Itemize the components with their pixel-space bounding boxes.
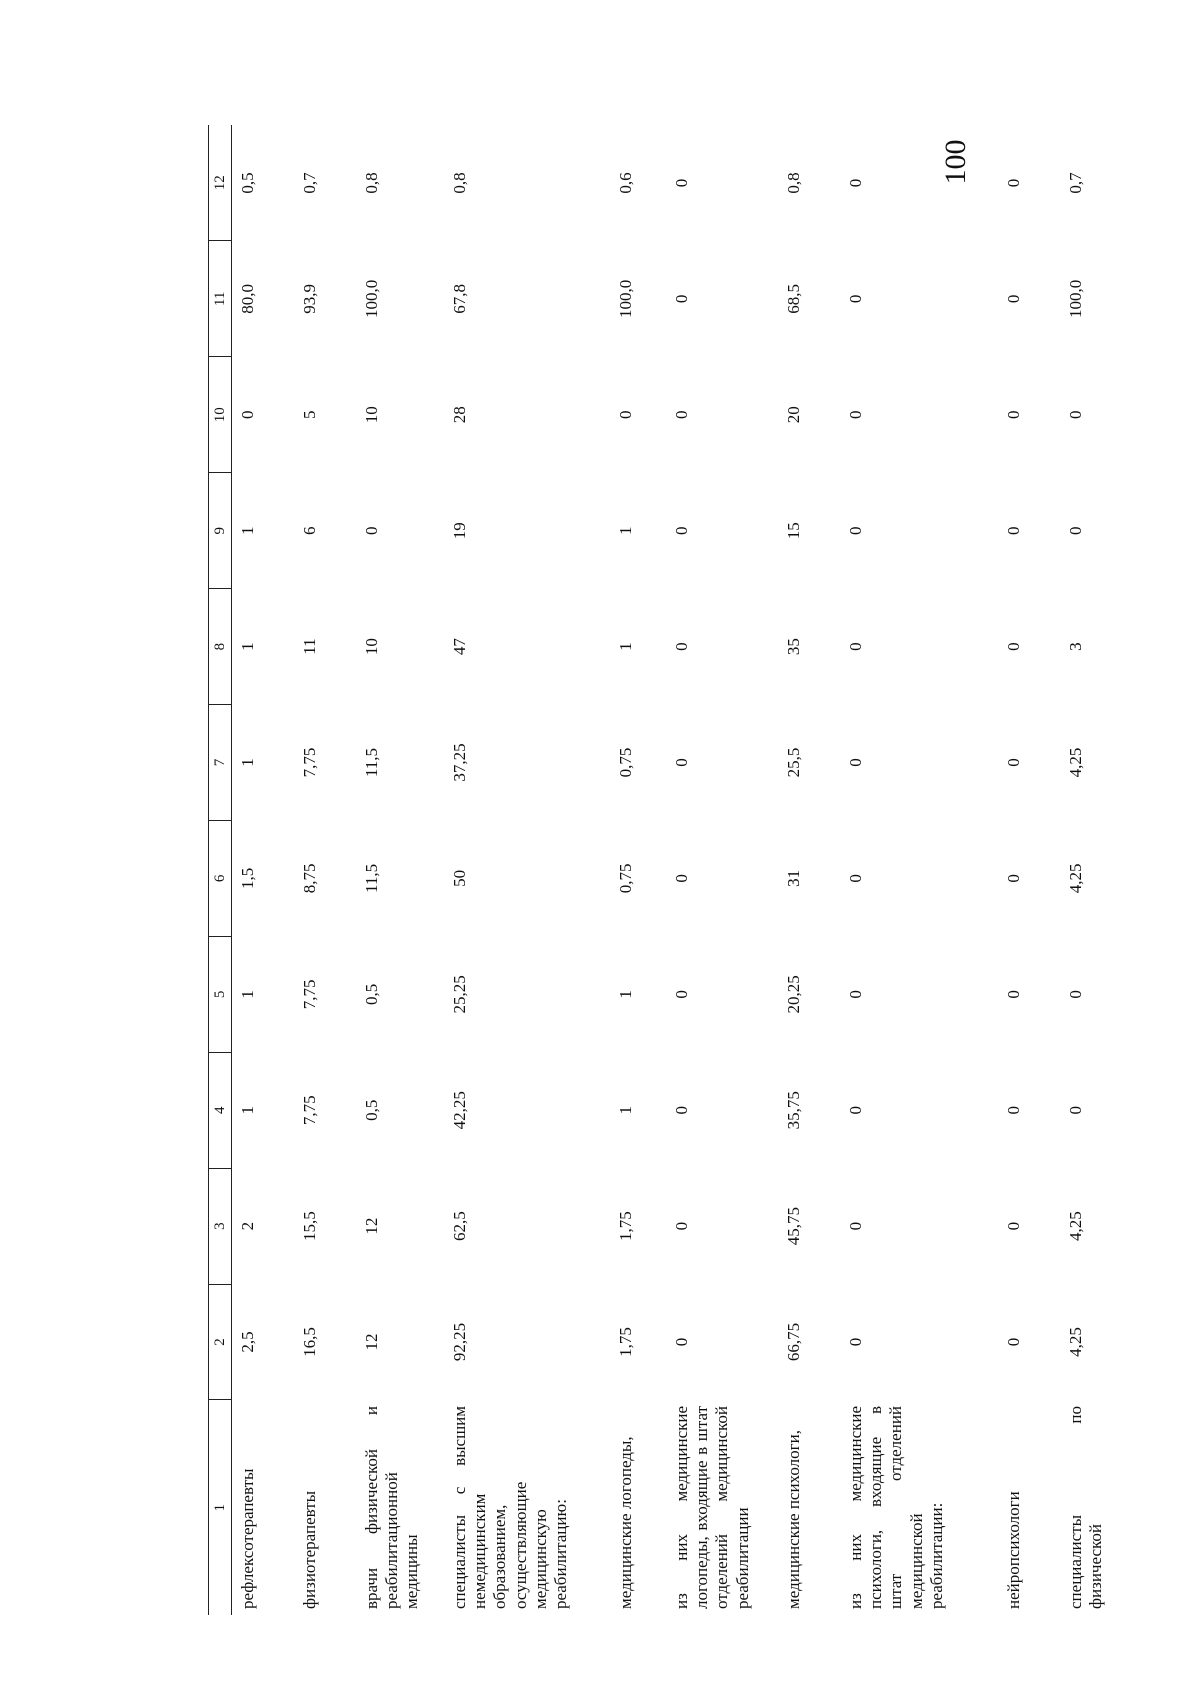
table-cell: 0,7 xyxy=(1065,172,1085,194)
table-cell: 0 xyxy=(671,1105,691,1115)
table-cell: 0 xyxy=(1003,1105,1023,1115)
table-cell: 45,75 xyxy=(783,1207,803,1246)
table-cell: 0,7 xyxy=(299,172,319,194)
table-cell: 4,25 xyxy=(1065,747,1085,778)
staffing-table xyxy=(208,125,1120,1615)
table-cell: 0 xyxy=(671,526,691,535)
table-cell: 6 xyxy=(299,526,319,535)
row-label: из них медицинские психологи, входящие в штат отделений медицинской реабилитации: xyxy=(845,1405,947,1609)
table-cell: 12 xyxy=(361,1333,381,1351)
table-cell: 12 xyxy=(361,1217,381,1235)
table-cell: 80,0 xyxy=(238,284,257,314)
table-cell: 0 xyxy=(671,1221,691,1231)
table-cell: 0 xyxy=(845,178,865,188)
table-cell: 0 xyxy=(845,1105,865,1115)
table-cell: 0 xyxy=(1003,642,1023,651)
table-cell: 0 xyxy=(671,642,691,651)
table-cell: 0,5 xyxy=(361,1099,381,1121)
table-cell: 66,75 xyxy=(783,1322,803,1362)
column-header: 12 xyxy=(209,125,232,241)
column-header: 7 xyxy=(209,705,232,821)
table-cell: 0 xyxy=(671,1337,691,1347)
table-cell: 2,5 xyxy=(238,1331,257,1353)
table-cell: 0 xyxy=(671,410,691,420)
table-cell: 25,5 xyxy=(783,747,803,778)
table-cell: 15,5 xyxy=(299,1211,319,1241)
table-cell: 16,5 xyxy=(299,1327,319,1357)
table-row xyxy=(778,125,840,1615)
table-row xyxy=(666,125,778,1615)
rotated-table-container xyxy=(208,125,1105,1615)
table-cell: 15 xyxy=(783,522,803,540)
table-cell: 31 xyxy=(783,869,803,887)
table-cell: 100,0 xyxy=(615,279,635,318)
table-cell: 1,75 xyxy=(615,1211,635,1241)
table-cell: 68,5 xyxy=(783,284,803,314)
table-cell: 4,25 xyxy=(1065,863,1085,894)
table-cell: 0,75 xyxy=(615,863,635,894)
table-cell: 10 xyxy=(361,638,381,656)
table-cell: 1 xyxy=(238,642,257,651)
row-label: специалисты по физической xyxy=(1065,1405,1105,1609)
table-row xyxy=(294,125,356,1615)
table-cell: 50 xyxy=(449,869,469,887)
column-header: 11 xyxy=(209,241,232,357)
table-row xyxy=(444,125,610,1615)
table-body xyxy=(232,125,1120,1615)
table-cell: 0,8 xyxy=(449,172,469,194)
table-cell: 11,5 xyxy=(361,863,381,893)
table-cell: 3 xyxy=(1065,642,1085,651)
row-label: нейропсихологи xyxy=(1003,1491,1023,1609)
column-header: 4 xyxy=(209,1052,232,1168)
table-cell: 0 xyxy=(361,526,381,535)
table-cell: 0 xyxy=(1003,874,1023,883)
table-cell: 1,75 xyxy=(615,1327,635,1357)
table-cell: 0 xyxy=(845,526,865,535)
table-cell: 0 xyxy=(1003,526,1023,535)
table-cell: 93,9 xyxy=(299,284,319,314)
table-cell: 0,5 xyxy=(361,983,381,1005)
table-cell: 0 xyxy=(845,410,865,420)
table-cell: 8,75 xyxy=(299,863,319,894)
table-cell: 35,75 xyxy=(783,1091,803,1130)
column-header: 9 xyxy=(209,473,232,589)
row-label: рефлексотерапевты xyxy=(238,1468,257,1609)
table-cell: 1 xyxy=(615,642,635,651)
table-row xyxy=(232,125,294,1615)
table-cell: 7,75 xyxy=(299,1095,319,1126)
table-cell: 11,5 xyxy=(361,747,381,778)
table-cell: 0,75 xyxy=(615,747,635,778)
table-cell: 1 xyxy=(238,526,257,535)
table-cell: 10 xyxy=(361,406,381,424)
table-cell: 100,0 xyxy=(1065,279,1085,318)
row-label: врачи физической и реабилитационной медицины xyxy=(361,1405,422,1609)
table-cell: 1 xyxy=(615,526,635,535)
table-cell: 2 xyxy=(238,1221,257,1231)
table-cell: 0 xyxy=(671,294,691,304)
table-cell: 7,75 xyxy=(299,979,319,1010)
row-label: специалисты с высшим немедицинским образованием, осуществляющие медицинскую реабилитацию: xyxy=(449,1405,571,1609)
table-row xyxy=(1060,125,1120,1615)
table-cell: 0 xyxy=(671,874,691,883)
table-cell: 20 xyxy=(783,406,803,424)
table-row xyxy=(840,125,998,1615)
table-cell: 1,5 xyxy=(238,867,257,890)
page-number: 100 xyxy=(939,139,972,185)
table-cell: 4,25 xyxy=(1065,1327,1085,1357)
table-cell: 20,25 xyxy=(783,975,803,1014)
table-cell: 0 xyxy=(671,758,691,767)
row-label: физиотерапевты xyxy=(299,1490,319,1609)
table-cell: 47 xyxy=(449,638,469,656)
column-header: 10 xyxy=(209,357,232,473)
table-cell: 1 xyxy=(238,1105,257,1115)
column-header: 3 xyxy=(209,1168,232,1284)
table-row xyxy=(610,125,666,1615)
table-cell: 0 xyxy=(1065,990,1085,999)
table-cell: 1 xyxy=(615,990,635,999)
table-cell: 67,8 xyxy=(449,284,469,314)
table-cell: 0 xyxy=(615,410,635,420)
column-header: 1 xyxy=(209,1400,232,1615)
table-cell: 100,0 xyxy=(361,279,381,318)
table-cell: 0 xyxy=(845,1221,865,1231)
column-header: 5 xyxy=(209,936,232,1052)
table-cell: 25,25 xyxy=(449,975,469,1014)
table-cell: 0 xyxy=(671,178,691,188)
column-header: 2 xyxy=(209,1284,232,1400)
table-cell: 0,8 xyxy=(361,172,381,194)
table-row xyxy=(998,125,1060,1615)
table-row xyxy=(356,125,444,1615)
table-cell: 0 xyxy=(845,642,865,651)
table-cell: 62,5 xyxy=(449,1211,469,1241)
table-cell: 0 xyxy=(1003,1221,1023,1231)
table-cell: 0 xyxy=(671,990,691,999)
table-cell: 19 xyxy=(449,522,469,540)
table-cell: 0 xyxy=(1065,410,1085,420)
table-cell: 0 xyxy=(845,990,865,999)
table-cell: 0,6 xyxy=(615,172,635,194)
table-cell: 4,25 xyxy=(1065,1211,1085,1241)
table-cell: 0 xyxy=(1003,1337,1023,1347)
table-cell: 0 xyxy=(238,410,257,420)
table-cell: 0,8 xyxy=(783,172,803,194)
table-cell: 0 xyxy=(845,874,865,883)
table-cell: 5 xyxy=(299,410,319,420)
table-cell: 1 xyxy=(615,1105,635,1115)
table-cell: 0 xyxy=(1065,1105,1085,1115)
table-cell: 0 xyxy=(845,758,865,767)
table-cell: 42,25 xyxy=(449,1091,469,1130)
table-cell: 0 xyxy=(1003,990,1023,999)
table-cell: 1 xyxy=(238,758,257,767)
column-header: 6 xyxy=(209,820,232,936)
table-cell: 28 xyxy=(449,406,469,424)
column-header: 8 xyxy=(209,589,232,705)
table-cell: 0 xyxy=(1003,410,1023,420)
table-cell: 0 xyxy=(1003,758,1023,767)
table-cell: 0 xyxy=(1003,294,1023,304)
table-cell: 0 xyxy=(1065,526,1085,535)
table-cell: 35 xyxy=(783,638,803,656)
table-cell: 7,75 xyxy=(299,747,319,778)
row-label: медицинские психологи, xyxy=(783,1430,803,1609)
table-cell: 0 xyxy=(845,1337,865,1347)
row-label: медицинские логопеды, xyxy=(615,1436,635,1609)
table-cell: 0,5 xyxy=(238,172,257,194)
row-label: из них медицинские логопеды, входящие в штат отделений медицинской реабилитации xyxy=(671,1405,752,1609)
table-cell: 1 xyxy=(238,990,257,999)
table-cell: 11 xyxy=(299,638,319,655)
table-cell: 0 xyxy=(845,294,865,304)
table-cell: 0 xyxy=(1003,178,1023,188)
table-cell: 37,25 xyxy=(449,743,469,782)
table-header-row xyxy=(209,125,232,1615)
table-cell: 92,25 xyxy=(449,1322,469,1362)
